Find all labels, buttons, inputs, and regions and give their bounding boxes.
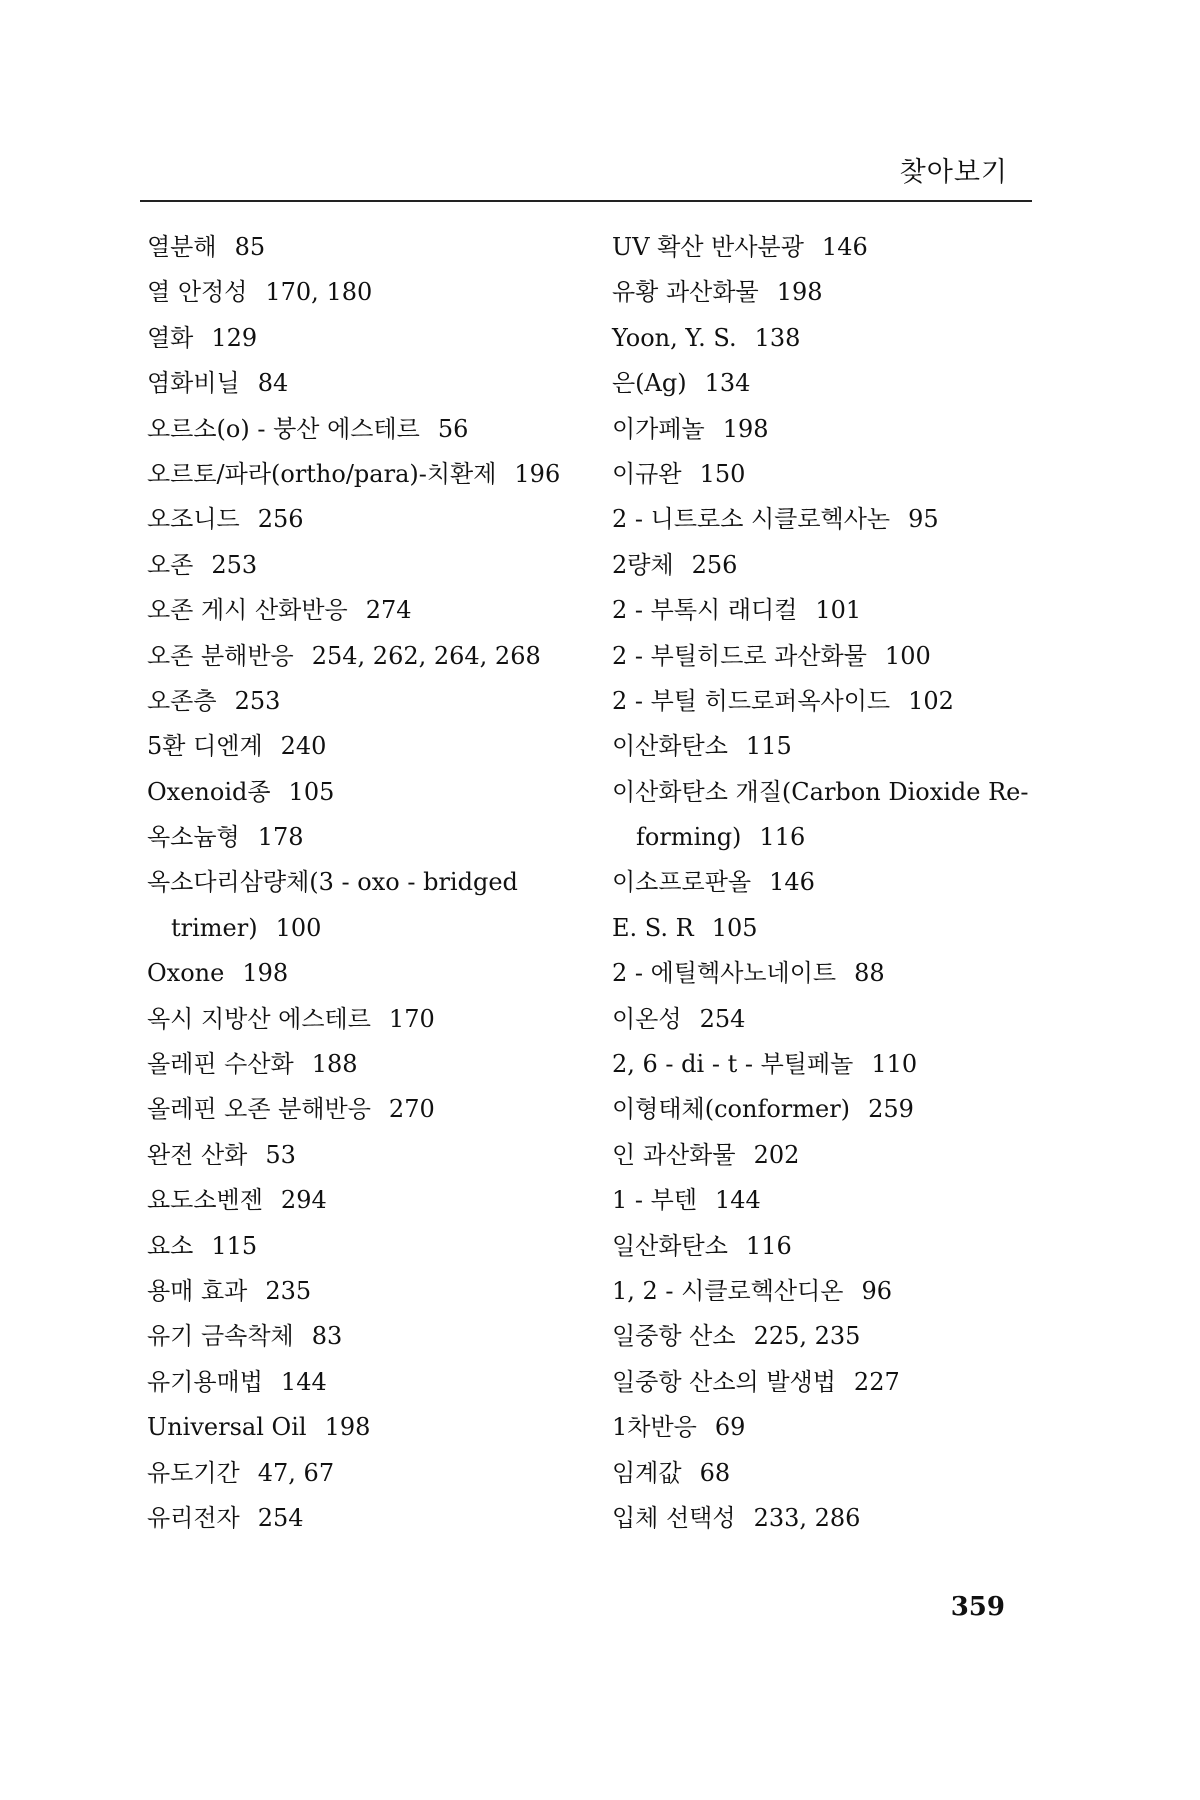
index-term: 오존 분해반응 [147,641,294,670]
index-term: 입체 선택성 [612,1503,736,1532]
index-entry [147,1178,577,1223]
index-entry [612,497,1032,542]
index-entry [612,225,1032,270]
index-entry [147,452,577,497]
index-term: 이가페놀 [612,414,705,443]
index-pages: 198 [776,278,823,307]
index-entry [612,951,1032,996]
index-term: 이온성 [612,1004,682,1033]
index-term: Oxone [147,959,225,988]
index-term: 완전 산화 [147,1140,248,1169]
index-term: 5환 디엔계 [147,732,263,761]
index-term: 이산화탄소 [612,732,728,761]
index-pages: 138 [754,323,801,352]
index-term: 오존 게시 산화반응 [147,596,348,625]
index-term: 요도소벤젠 [147,1186,263,1215]
index-term: Universal Oil [147,1413,307,1442]
index-entry [612,724,1032,769]
index-pages: 83 [311,1322,343,1351]
index-term: 임계값 [612,1458,682,1487]
index-term: 1 - 부텐 [612,1186,698,1215]
index-term: 이소프로판올 [612,868,752,897]
index-pages: 100 [884,641,931,670]
index-entry [147,997,577,1042]
index-pages: 116 [745,1231,792,1260]
index-entry [147,270,577,315]
index-term: 올레핀 수산화 [147,1050,294,1079]
index-entry [612,1451,1032,1496]
index-term: 오르토/파라(ortho/para)-치환제 [147,459,497,488]
index-pages: 105 [711,913,758,942]
index-term: forming) [636,823,742,852]
index-pages: 69 [714,1413,746,1442]
index-term: 일중항 산소의 발생법 [612,1367,836,1396]
index-term: Oxenoid종 [147,777,271,806]
index-column-left [147,225,577,1541]
index-pages: 115 [211,1231,258,1260]
running-header: 찾아보기 [899,157,1008,188]
index-pages: 85 [234,233,266,261]
index-term: 열분해 [147,233,217,261]
index-pages: 254, 262, 264, 268 [311,641,541,670]
index-entry [612,1133,1032,1178]
index-term: 이형태체(conformer) [612,1095,851,1124]
index-pages: 274 [365,596,412,625]
index-pages: 150 [699,459,746,488]
index-pages: 101 [815,596,862,625]
index-entry [147,1405,577,1450]
index-term: 유기용매법 [147,1367,263,1396]
index-pages: 178 [257,823,304,852]
index-entry [612,1178,1032,1223]
index-term: 2 - 부톡시 래디컬 [612,596,798,625]
index-pages: 100 [275,913,322,942]
index-pages: 95 [908,505,939,534]
index-term: 2, 6 - di - t - 부틸페놀 [612,1050,854,1079]
index-pages: 235 [265,1276,312,1305]
index-entry [147,724,577,769]
index-term: Yoon, Y. S. [612,323,737,352]
index-term: 일중항 산소 [612,1322,736,1351]
index-pages: 256 [257,505,304,534]
index-entry [147,1042,577,1087]
page-number: 359 [950,1592,1005,1622]
index-entry [147,1133,577,1178]
index-entry [147,407,577,452]
index-term: 오존 [147,550,194,579]
index-entry [612,634,1032,679]
index-entry [612,1224,1032,1269]
index-term: 인 과산화물 [612,1140,736,1169]
index-entry [612,860,1032,905]
index-pages: 53 [265,1140,296,1169]
index-pages: 146 [821,233,868,261]
index-pages: 129 [211,323,258,352]
index-term: 이산화탄소 개질(Carbon Dioxide Re- [612,777,1029,806]
index-term: UV 확산 반사분광 [612,233,804,261]
index-pages: 259 [868,1095,914,1124]
index-pages: 68 [699,1458,731,1487]
index-pages: 56 [437,414,469,443]
index-pages: 198 [242,959,289,988]
index-entry [612,679,1032,724]
index-term: 옥소다리삼량체(3 - oxo - bridged [147,868,518,897]
index-term: 요소 [147,1231,194,1260]
index-entry [612,588,1032,633]
index-entry [147,316,577,361]
index-entry [612,316,1032,361]
index-pages: 134 [704,369,751,398]
index-term: 2 - 부틸히드로 과산화물 [612,641,867,670]
index-term: trimer) [171,913,258,942]
index-entry [612,815,1032,860]
index-pages: 144 [280,1367,327,1396]
index-term: 2량체 [612,550,674,579]
index-pages: 253 [234,686,281,715]
index-entry [147,1087,577,1132]
index-term: 1차반응 [612,1413,697,1442]
index-pages: 254 [257,1503,304,1532]
index-entry [612,1405,1032,1450]
index-term: 2 - 니트로소 시클로헥사논 [612,505,891,534]
index-entry [612,1360,1032,1405]
index-entry [147,679,577,724]
index-pages: 47, 67 [257,1458,335,1487]
index-entry [147,1269,577,1314]
index-entry [612,407,1032,452]
index-term: 은(Ag) [612,369,687,398]
index-pages: 96 [861,1276,892,1305]
index-entry [147,543,577,588]
index-term: 열화 [147,323,194,352]
index-term: 올레핀 오존 분해반응 [147,1095,371,1124]
index-entry [147,860,577,905]
index-pages: 270 [388,1095,435,1124]
index-pages: 116 [759,823,806,852]
index-pages: 170 [388,1004,435,1033]
index-term: 유리전자 [147,1503,240,1532]
index-entry [147,1360,577,1405]
index-pages: 202 [753,1140,800,1169]
index-entry [147,1496,577,1541]
index-entry [612,1496,1032,1541]
header-rule [140,200,1032,202]
index-entry [612,1269,1032,1314]
index-term: 옥소늄형 [147,823,240,852]
index-pages: 115 [745,732,792,761]
index-term: 이규완 [612,459,682,488]
index-term: 유도기간 [147,1458,240,1487]
index-term: 오조니드 [147,505,240,534]
index-term: 유기 금속착체 [147,1322,294,1351]
index-term: 2 - 부틸 히드로퍼옥사이드 [612,686,891,715]
index-entry [147,1224,577,1269]
index-pages: 240 [280,732,327,761]
index-pages: 146 [769,868,815,897]
index-entry [612,1087,1032,1132]
index-entry [147,770,577,815]
index-entry [147,906,577,951]
index-entry [612,543,1032,588]
index-entry [612,1042,1032,1087]
index-pages: 233, 286 [753,1503,861,1532]
index-pages: 256 [691,550,738,579]
index-column-right [612,225,1032,1541]
index-term: 열 안정성 [147,278,248,307]
index-pages: 170, 180 [265,278,373,307]
index-pages: 225, 235 [753,1322,861,1351]
index-entry [147,951,577,996]
index-entry [147,361,577,406]
index-pages: 88 [854,959,885,988]
index-term: E. S. R [612,913,694,942]
index-entry [612,997,1032,1042]
index-pages: 198 [722,414,769,443]
index-entry [147,588,577,633]
index-term: 1, 2 - 시클로헥산디온 [612,1276,844,1305]
index-entry [147,815,577,860]
index-term: 염화비닐 [147,369,240,398]
index-term: 용매 효과 [147,1276,248,1305]
index-entry [147,1314,577,1359]
index-term: 옥시 지방산 에스테르 [147,1004,371,1033]
index-pages: 196 [514,459,561,488]
index-term: 오존층 [147,686,217,715]
index-term: 오르소(o) - 붕산 에스테르 [147,414,420,443]
index-pages: 198 [324,1413,371,1442]
index-entry [612,906,1032,951]
index-entry [147,1451,577,1496]
index-entry [612,1314,1032,1359]
index-pages: 110 [871,1050,918,1079]
index-pages: 294 [280,1186,327,1215]
index-pages: 253 [211,550,258,579]
index-entry [612,270,1032,315]
index-pages: 254 [699,1004,746,1033]
index-entry [147,634,577,679]
index-entry [612,361,1032,406]
index-pages: 102 [908,686,954,715]
index-term: 2 - 에틸헥사노네이트 [612,959,837,988]
index-pages: 227 [853,1367,900,1396]
index-pages: 84 [257,369,289,398]
index-entry [147,225,577,270]
index-entry [147,497,577,542]
index-pages: 144 [715,1186,761,1215]
index-term: 유황 과산화물 [612,278,759,307]
index-entry [612,770,1032,815]
index-term: 일산화탄소 [612,1231,728,1260]
index-pages: 188 [311,1050,358,1079]
index-pages: 105 [288,777,335,806]
index-entry [612,452,1032,497]
